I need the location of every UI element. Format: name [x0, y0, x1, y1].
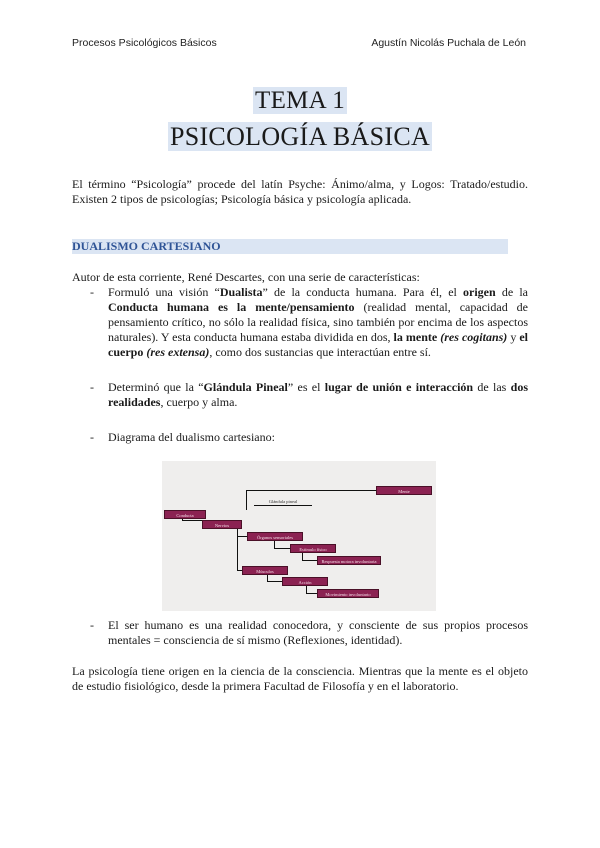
node-musculos: Músculos: [242, 566, 288, 575]
bullet-list-4: [72, 618, 528, 648]
bullet-ser-humano: - El ser humano es una realidad conocedora, y consciente de sus propios procesos mentales = consciencia de sí mismo (Reflexiones, identidad).: [90, 618, 528, 647]
author-line: Autor de esta corriente, René Descartes, con una serie de características:: [72, 270, 420, 284]
connector-line: [274, 540, 275, 548]
bullet-list-3: [72, 430, 528, 445]
dash-marker: -: [90, 380, 94, 394]
bullet-list-2: [72, 380, 528, 410]
bullet-dualista: - Formuló una visión “Dualista” de la conducta humana. Para él, el origen de la Conducta humana es la mente/pensamiento (realidad mental, capacidad de pensamiento crítico, no sólo la realidad física, sino también por encima de los aspectos naturales). Y esta conducta humana estaba dividida en dos, la mente (res cogitans) y el cuerpo (res extensa), como dos sustancias que interactúan entre sí.: [90, 285, 529, 359]
node-glandula-pineal: Glándula pineal: [254, 497, 312, 506]
intro-paragraph: El término “Psicología” procede del latín Psyche: Ánimo/alma, y Logos: Tratado/estudio. Existen 2 tipos de psicologías; Psicología básica y psicología aplicada.: [72, 177, 528, 206]
title-line-1: TEMA 1: [255, 87, 345, 114]
bullet-list-1: [72, 285, 528, 360]
connector-line: [246, 490, 376, 491]
closing-paragraph: La psicología tiene origen en la ciencia de la consciencia. Mientras que la mente es el objeto de estudio fisiológico, desde la primera Facultad de Filosofía y en el laboratorio.: [72, 664, 528, 693]
connector-line: [237, 525, 238, 571]
node-accion: Acción: [282, 577, 328, 586]
node-conducta: Conducta: [164, 510, 206, 519]
node-organos-sensoriales: Órganos sensoriales: [247, 532, 303, 541]
dash-marker: -: [90, 430, 94, 444]
connector-line: [302, 560, 318, 561]
node-estimulo-fisico: Estímulo físico: [290, 544, 336, 553]
header-left: Procesos Psicológicos Básicos: [72, 37, 217, 49]
node-nervios: Nervios: [202, 520, 242, 529]
dash-marker: -: [90, 618, 94, 632]
header-right: Agustín Nicolás Puchala de León: [371, 37, 526, 49]
dash-marker: -: [90, 285, 94, 299]
node-respuesta-motora: Respuesta motora involuntaria: [317, 556, 381, 565]
bullet-glandula: - Determinó que la “Glándula Pineal” es el lugar de unión e interacción de las dos realidades, cuerpo y alma.: [90, 380, 528, 409]
connector-line: [237, 536, 247, 537]
connector-line: [246, 490, 247, 510]
section-heading: DUALISMO CARTESIANO: [72, 239, 508, 254]
dualism-diagram: [162, 461, 436, 611]
node-movimiento-involuntario: Movimiento involuntario: [317, 589, 379, 598]
node-mente: Mente: [376, 486, 432, 495]
title-line-2: PSICOLOGÍA BÁSICA: [169, 122, 431, 151]
bullet-diagrama: - Diagrama del dualismo cartesiano:: [90, 430, 275, 444]
